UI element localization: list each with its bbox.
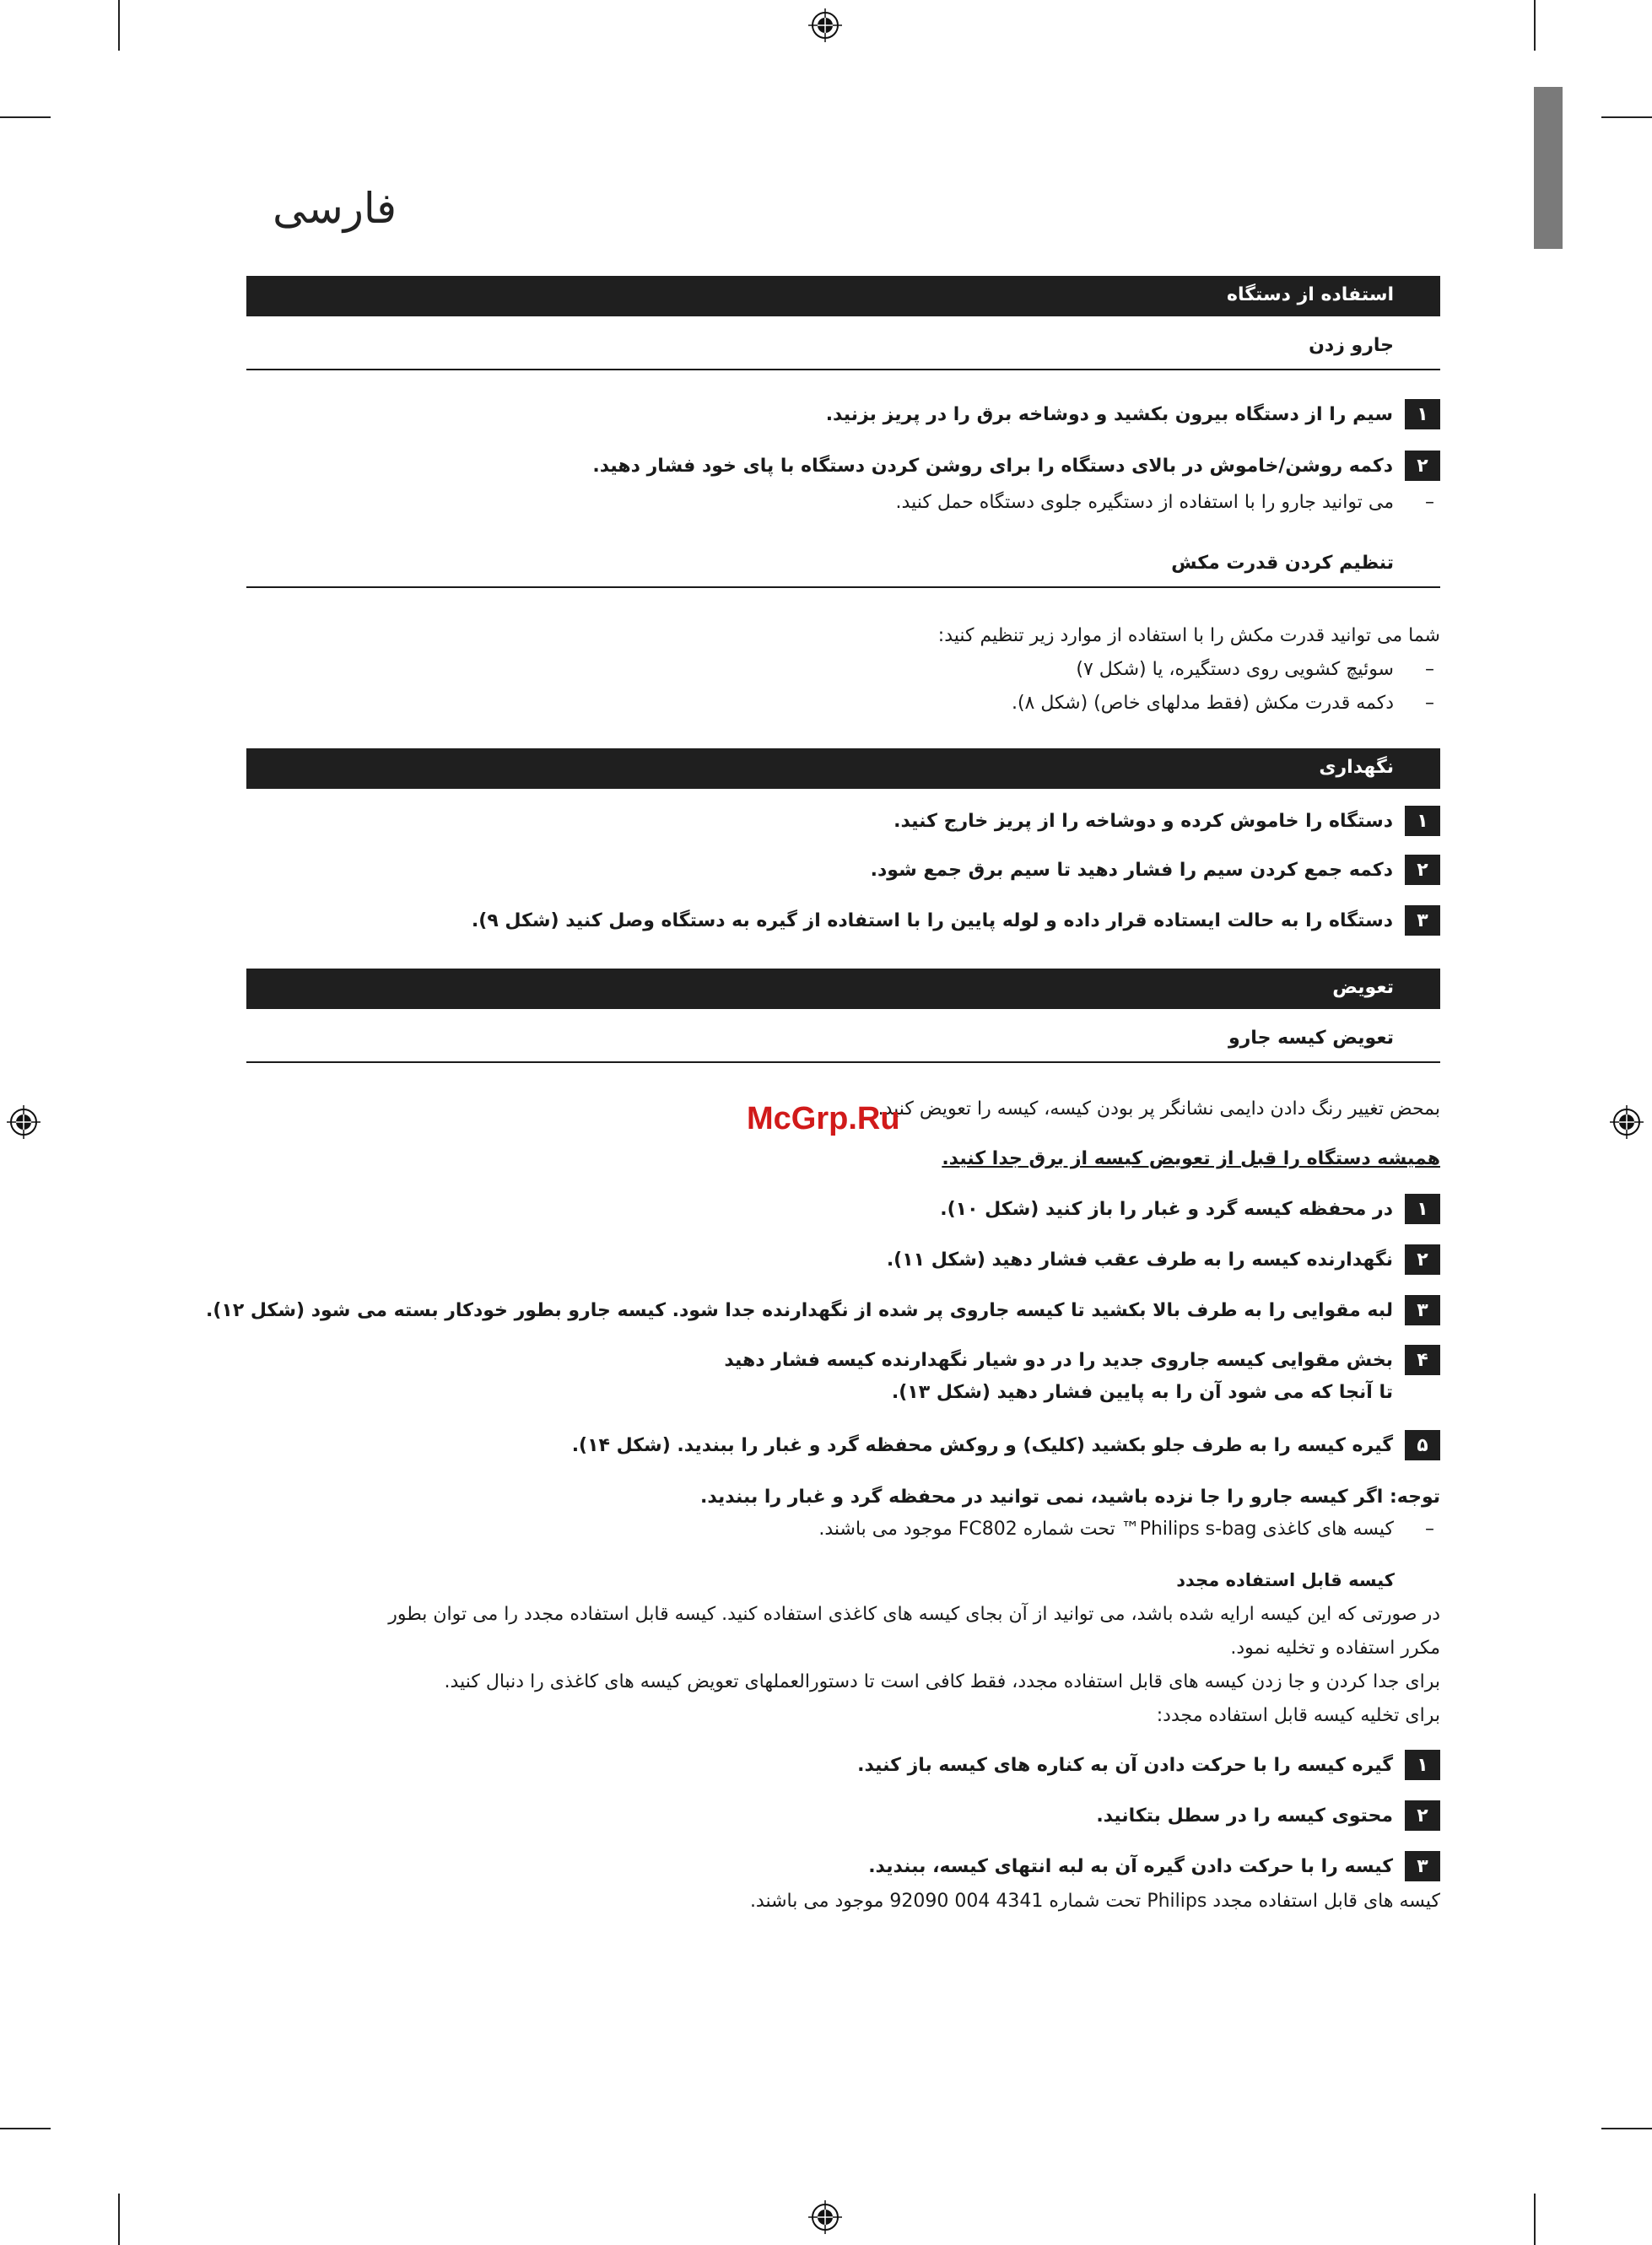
step-number: ۲ xyxy=(1405,855,1440,885)
step-text: محتوی کیسه را در سطل بتکانید. xyxy=(1096,1805,1393,1827)
list-item xyxy=(1012,688,1434,720)
step-number: ۴ xyxy=(1405,1345,1440,1375)
step-text-line: بخش مقوایی کیسه جاروی جدید را در دو شیار نگهدارنده کیسه فشار دهید xyxy=(724,1350,1393,1371)
list-item-text: کیسه های کاغذی Philips s-bag™ تحت شماره FC802 موجود می باشند. xyxy=(818,1519,1394,1540)
step-text: کیسه را با حرکت دادن گیره آن به لبه انتهای کیسه، ببندید. xyxy=(868,1856,1393,1877)
step-item xyxy=(893,806,1440,838)
section-header-replacement xyxy=(246,969,1440,1009)
subsection-title: تعویض کیسه جارو xyxy=(1228,1028,1394,1049)
subsection-title: تنظیم کردن قدرت مکش xyxy=(1171,553,1394,574)
step-number: ۲ xyxy=(1405,1244,1440,1275)
step-item xyxy=(572,1430,1440,1462)
step-item xyxy=(826,399,1440,431)
step-item xyxy=(724,1345,1440,1409)
step-item xyxy=(871,855,1440,887)
section-header-use xyxy=(246,276,1440,316)
crop-mark xyxy=(0,116,51,118)
dash-bullet: – xyxy=(1425,693,1434,714)
step-number: ۳ xyxy=(1405,905,1440,936)
list-item xyxy=(818,1514,1434,1546)
step-text: گیره کیسه را با حرکت دادن آن به کناره های کیسه باز کنید. xyxy=(857,1755,1393,1776)
list-item-text: دکمه قدرت مکش (فقط مدلهای خاص) (شکل ۸). xyxy=(1011,693,1394,714)
step-number: ۲ xyxy=(1405,1800,1440,1831)
section-title: نگهداری xyxy=(1319,757,1394,778)
paragraph-line: در صورتی که این کیسه ارایه شده باشد، می توانید از آن بجای کیسه های کاغذی استفاده کنید. کیسه قابل استفاده مجدد را می توان بطور xyxy=(388,1604,1440,1625)
step-text: لبه مقوایی را به طرف بالا بکشید تا کیسه جاروی پر شده از نگهدارنده جدا شود. کیسه جارو بطور خودکار بسته می شود (شکل ۱۲). xyxy=(205,1300,1393,1321)
crop-mark xyxy=(1601,116,1652,118)
step-item xyxy=(592,451,1440,483)
step-number: ۲ xyxy=(1405,451,1440,481)
list-item xyxy=(1076,654,1434,686)
registration-mark-icon xyxy=(1610,1105,1644,1139)
step-item xyxy=(940,1194,1440,1226)
step-text: سیم را از دستگاه بیرون بکشید و دوشاخه برق را در پریز بزنید. xyxy=(825,404,1393,425)
step-number: ۳ xyxy=(1405,1295,1440,1325)
list-item-text: سوئیچ کشویی روی دستگیره، یا (شکل ۷) xyxy=(1076,659,1394,680)
step-text: دکمه جمع کردن سیم را فشار دهید تا سیم برق جمع شود. xyxy=(870,860,1393,881)
subsection-header-suction xyxy=(246,549,1440,588)
crop-mark xyxy=(118,2194,120,2245)
step-text: نگهدارنده کیسه را به طرف عقب فشار دهید (شکل ۱۱). xyxy=(886,1249,1393,1271)
dash-bullet: – xyxy=(1425,659,1434,680)
note-text: توجه: اگر کیسه جارو را جا نزده باشید، نمی توانید در محفظه گرد و غبار را ببندید. xyxy=(699,1487,1440,1508)
paragraph: شما می توانید قدرت مکش را با استفاده از موارد زیر تنظیم کنید: xyxy=(937,625,1440,646)
step-text xyxy=(724,1345,1393,1409)
section-header-storage xyxy=(246,748,1440,789)
crop-mark xyxy=(0,2128,51,2129)
step-item xyxy=(887,1244,1440,1276)
registration-mark-icon xyxy=(7,1105,40,1139)
subsection-header-vacuuming xyxy=(246,332,1440,370)
step-item xyxy=(206,1295,1440,1327)
registration-mark-icon xyxy=(808,2200,842,2234)
crop-mark xyxy=(1601,2128,1652,2129)
step-text-line: تا آنجا که می شود آن را به پایین فشار دهید (شکل ۱۳). xyxy=(891,1382,1393,1403)
registration-mark-icon xyxy=(808,8,842,42)
warning-text: همیشه دستگاه را قبل از تعویض کیسه از برق جدا کنید. xyxy=(942,1148,1440,1169)
paragraph: برای جدا کردن و جا زدن کیسه های قابل استفاده مجدد، فقط کافی است تا دستورالعملهای تعویض کیسه های کاغذی را دنبال کنید. xyxy=(444,1671,1440,1692)
step-number: ۱ xyxy=(1405,806,1440,836)
subsection-title: جارو زدن xyxy=(1309,335,1394,356)
dash-bullet: – xyxy=(1425,492,1434,513)
subsection-header-bag xyxy=(246,1024,1440,1063)
step-item xyxy=(868,1851,1440,1883)
step-text: در محفظه کیسه گرد و غبار را باز کنید (شکل ۱۰). xyxy=(940,1199,1393,1220)
paragraph-line: مکرر استفاده و تخلیه نمود. xyxy=(1230,1638,1440,1659)
crop-mark xyxy=(118,0,120,51)
step-number: ۱ xyxy=(1405,1194,1440,1224)
step-item xyxy=(472,905,1440,937)
step-text: گیره کیسه را به طرف جلو بکشید (کلیک) و روکش محفظه گرد و غبار را ببندید. (شکل ۱۴). xyxy=(571,1435,1393,1456)
paragraph: بمحض تغییر رنگ دادن دایمی نشانگر پر بودن کیسه، کیسه را تعویض کنید. xyxy=(877,1098,1440,1120)
language-thumb-tab xyxy=(1534,87,1563,249)
page-language-title: فارسی xyxy=(273,184,397,233)
list-item xyxy=(896,487,1434,519)
crop-mark xyxy=(1534,0,1536,51)
step-number: ۵ xyxy=(1405,1430,1440,1460)
paragraph: برای تخلیه کیسه قابل استفاده مجدد: xyxy=(1156,1705,1440,1726)
step-number: ۱ xyxy=(1405,1750,1440,1780)
step-text: دکمه روشن/خاموش در بالای دستگاه را برای روشن کردن دستگاه با پای خود فشار دهید. xyxy=(592,456,1393,477)
crop-mark xyxy=(1534,2194,1536,2245)
dash-bullet: – xyxy=(1425,1519,1434,1540)
paragraph: کیسه های قابل استفاده مجدد Philips تحت شماره 4341 004 92090 موجود می باشند. xyxy=(749,1891,1440,1912)
step-number: ۱ xyxy=(1405,399,1440,429)
step-text: دستگاه را به حالت ایستاده قرار داده و لوله پایین را با استفاده از گیره به دستگاه وصل کنید (شکل ۹). xyxy=(471,910,1393,931)
section-title: تعویض xyxy=(1332,977,1394,998)
reusable-bag-heading: کیسه قابل استفاده مجدد xyxy=(1176,1570,1395,1590)
step-item xyxy=(857,1750,1440,1782)
step-item xyxy=(1096,1800,1440,1832)
list-item-text: می توانید جارو را با استفاده از دستگیره جلوی دستگاه حمل کنید. xyxy=(895,492,1394,513)
step-text: دستگاه را خاموش کرده و دوشاخه را از پریز خارج کنید. xyxy=(893,811,1393,832)
section-title: استفاده از دستگاه xyxy=(1227,284,1394,305)
watermark: McGrp.Ru xyxy=(747,1101,900,1136)
step-number: ۳ xyxy=(1405,1851,1440,1881)
